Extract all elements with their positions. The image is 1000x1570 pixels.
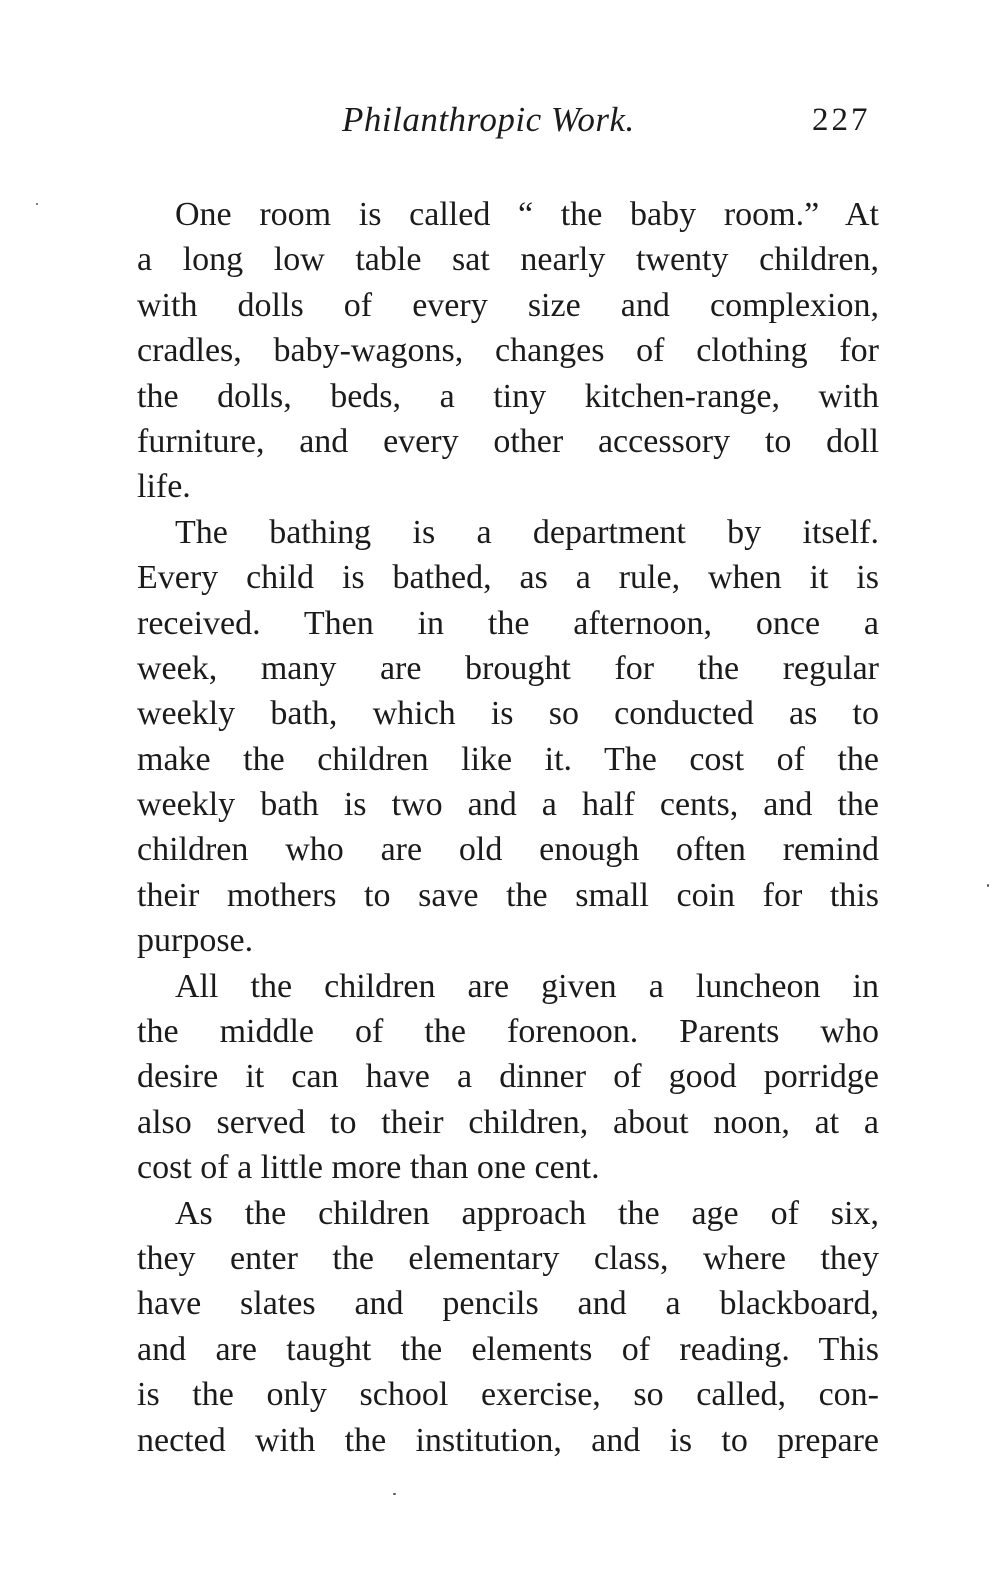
text-line: also served to their children, about noon, at a (137, 1103, 879, 1141)
text-line: The bathing is a department by itself. (175, 513, 879, 551)
text-line: One room is called “ the baby room.” At (175, 196, 879, 233)
page-header (0, 100, 1000, 150)
text-line: weekly bath, which is so conducted as to (137, 695, 879, 733)
text-line: their mothers to save the small coin for this (137, 876, 879, 914)
text-line: cradles, baby-wagons, changes of clothing for (137, 332, 879, 370)
text-line: with dolls of every size and complexion, (137, 286, 879, 324)
text-line: have slates and pencils and a blackboard, (137, 1285, 879, 1323)
text-line: As the children approach the age of six, (175, 1194, 879, 1232)
text-line: weekly bath is two and a half cents, and the (137, 786, 879, 824)
text-line: All the children are given a luncheon in (175, 967, 879, 1005)
paragraph (137, 510, 879, 964)
text-line: week, many are brought for the regular (137, 649, 879, 687)
text-line: purpose. (137, 922, 254, 960)
text-line: the dolls, beds, a tiny kitchen-range, with (137, 377, 879, 415)
running-title: Philanthropic Work. (342, 100, 635, 139)
text-line: received. Then in the afternoon, once a (137, 604, 879, 642)
text-line: cost of a little more than one cent. (137, 1149, 600, 1187)
text-line: furniture, and every other accessory to doll (137, 422, 879, 460)
scan-speck (393, 1493, 396, 1495)
paragraph (137, 964, 879, 1191)
text-line: Every child is bathed, as a rule, when it is (137, 559, 879, 597)
paragraph (137, 192, 879, 510)
text-line: make the children like it. The cost of the (137, 740, 879, 778)
scan-speck (987, 884, 989, 887)
text-line: the middle of the forenoon. Parents who (137, 1013, 879, 1051)
text-line: is the only school exercise, so called, con- (137, 1376, 879, 1414)
paragraph (137, 1191, 879, 1463)
scan-speck (36, 203, 38, 205)
text-line: they enter the elementary class, where they (137, 1239, 879, 1277)
page-number: 227 (812, 102, 871, 138)
text-line: children who are old enough often remind (137, 831, 879, 869)
text-line: life. (137, 468, 191, 506)
body-text (137, 192, 879, 1463)
text-line: nected with the institution, and is to prepare (137, 1421, 879, 1459)
text-line: and are taught the elements of reading. This (137, 1330, 879, 1368)
text-line: a long low table sat nearly twenty children, (137, 241, 879, 279)
text-line: desire it can have a dinner of good porridge (137, 1058, 879, 1096)
